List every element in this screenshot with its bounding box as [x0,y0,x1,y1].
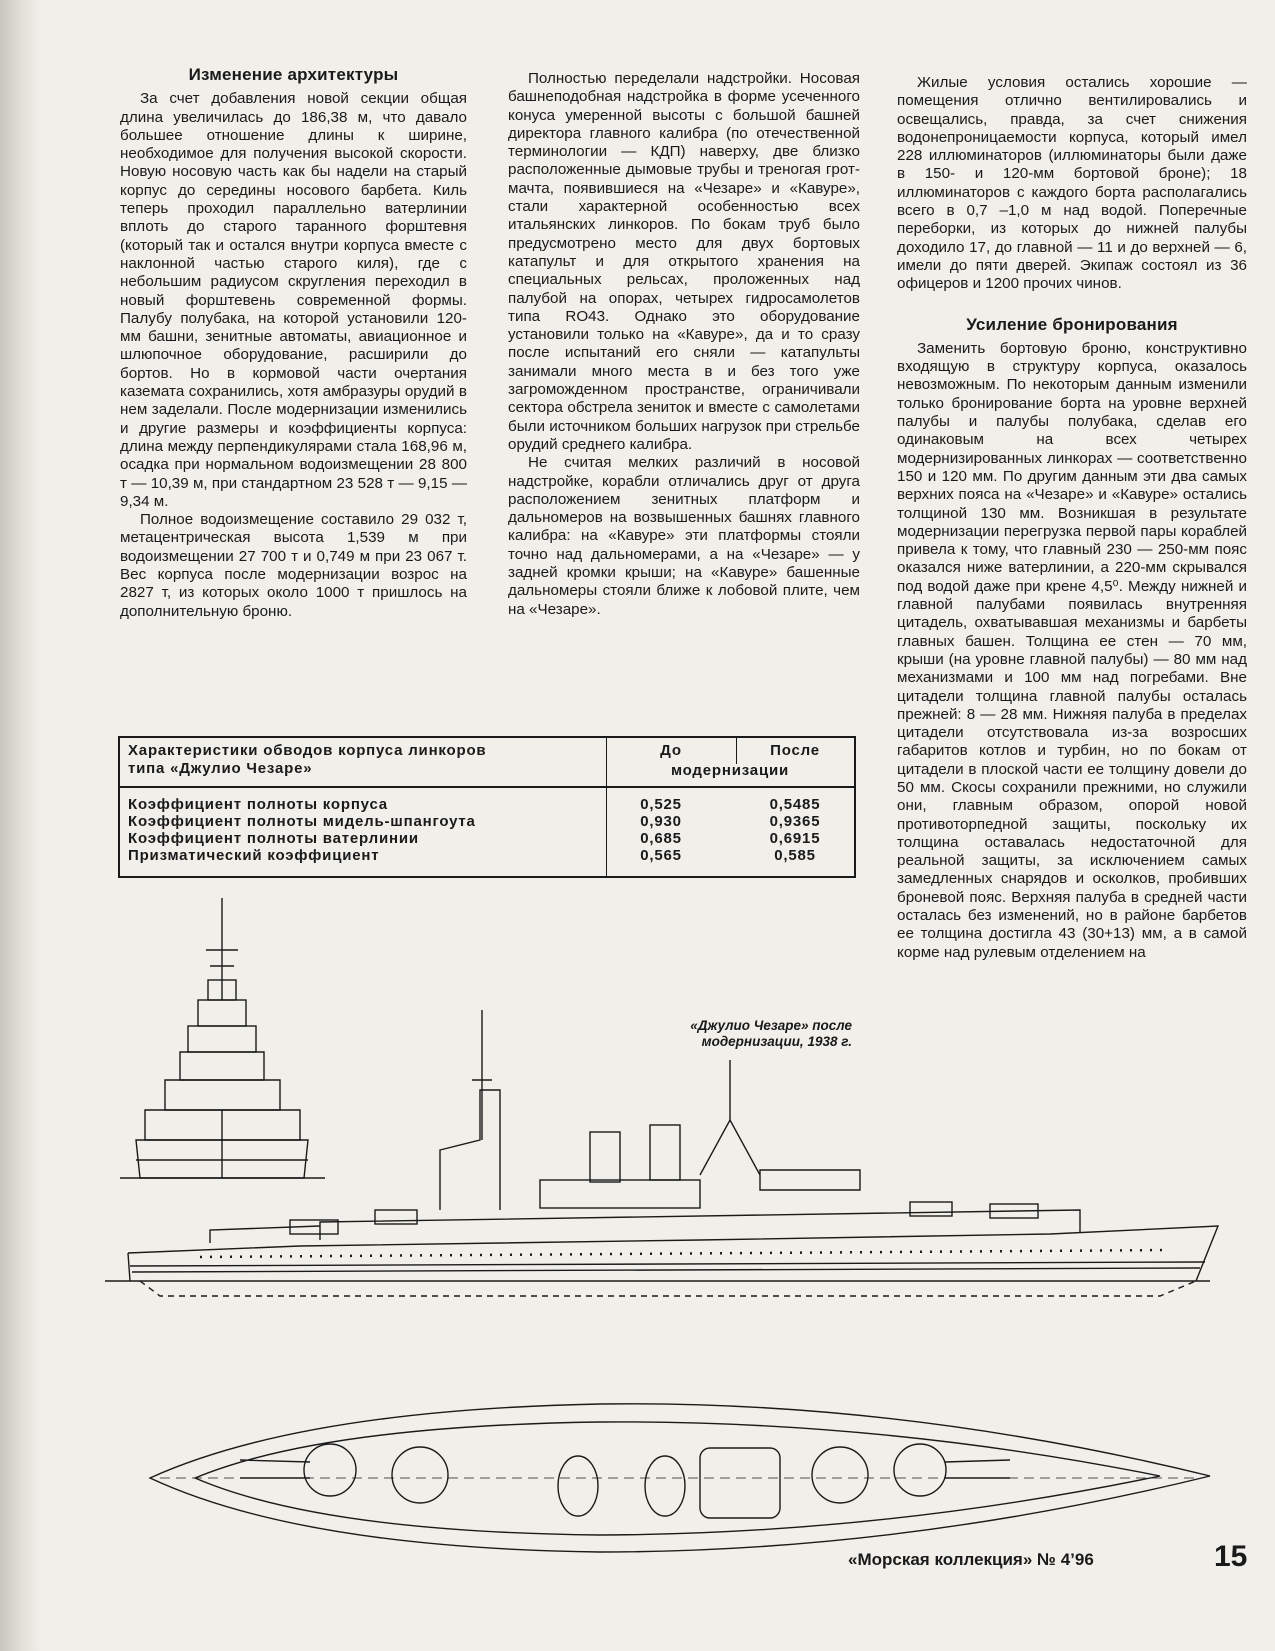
paragraph: Жилые условия остались хорошие — помещения отлично вентилировались и освещались, правда, за счет снижения водонепроницаемости корпуса, который имел 228 иллюминаторов (иллюминаторы были даже в 150- и 120-мм бортовой броне); 18 иллюминаторов с каждого борта располагались всего в 0,7 –1,0 м над водой. Поперечные переборки, из которых до нижней палубы доходило 17, до главной — 11 и до верхней — 6, имели до пяти дверей. Экипаж состоял из 36 офицеров и 1200 прочих чинов. [897,74,1247,293]
section-heading-armor: Усиление бронирования [966,314,1178,334]
paragraph: Полностью переделали надстройки. Носовая башнеподобная надстройка в форме усеченного конуса умеренной высоты с большой башней директора главного калибра (по отечественной терминологии — КДП) наверху, две близко расположенные дымовые трубы и треногая грот-мачта, появившиеся на «Чезаре» и «Кавуре», стали характерной особенностью всех итальянских линкоров. По бокам труб было предусмотрено место для двух бортовых катапульт и для открытого хранения на специальных рельсах, проложенных над палубой на опорах, четырех гидросамолетов типа RO43. Однако это оборудование установили только на «Кавуре», да и то сразу после испытаний его сняли — катапульты занимали много места в и без того уже загроможденном пространстве, ограничивали сектора обстрела зениток и вместе с самолетами были источником больших нагрузок при стрельбе орудий среднего калибра. [508,70,860,453]
table-cell: Коэффициент полноты мидель-шпангоута [128,813,476,830]
paragraph: Не считая мелких различий в носовой надстройке, корабли отличались друг от друга расположением зенитных платформ и дальномеров на возвышенных башнях главного калибра: на «Кавуре» эти платформы стояли точно над дальномерами, а на «Чезаре» — у задней кромки крыши; на «Кавуре» башенные дальномеры стояли ближе к лобовой плите, чем на «Чезаре». [508,454,860,618]
paragraph: Заменить бортовую броню, конструктивно входящую в структуру корпуса, оказалось невозможным. По некоторым данным изменили только бронирование борта на уровне верхней палубы и палубы полубака, сделав его одинаковым на всех четырех модернизированных линкорах — соответственно 150 и 120 мм. По другим данным эти два самых верхних пояса на «Чезаре» и «Кавуре» остались толщиной 130 мм. Возникшая в результате модернизации перегрузка первой пары кораблей привела к тому, что главный 230 — 250-мм пояс оказался ниже ватерлинии, а 220-мм скрывался под водой даже при крене 4,5⁰. Между нижней и главной палубами появилась внутренняя цитадель, охватывавшая механизмы и барбеты главных башен. Толщина ее стен — 70 мм, крыши (на уровне главной палубы) — 80 мм над механизмами и 100 мм над погребами. Вне цитадели толщина главной палубы осталась прежней: 8 — 28 мм. Нижняя палуба в пределах цитадели отсутствовала из-за возросших габаритов котлов и турбин, но по бокам от цитадели в плоской части ее толщину довели до 50 мм. Скосы сохранили прежними, но служили они, главным образом, опорой новой противоторпедной защиты, поскольку их толщина оставалась недостаточной для реальной защиты, за исключением самых замедленных снарядов и осколков, пробивших броневой пояс. Верхняя палуба в средней части осталась без изменений, но в районе барбетов ее толщина достигла 43 (30+13) мм, а в самой корме над рулевым отделением на [897,339,1247,961]
table-caption: Характеристики обводов корпуса линкоров типа «Джулио Чезаре» [128,742,487,777]
table-cell: 0,930 [640,813,682,830]
table-header-modernization: модернизации [670,762,790,779]
table-header-after: После [770,742,820,759]
page-number: 15 [1214,1540,1248,1573]
paragraph: Полное водоизмещение составило 29 032 т, метацентрическая высота 1,539 м при водоизмещении 27 700 т и 0,749 м при 23 067 т. Вес корпуса после модернизации возрос на 2827 т, из которых около 1000 т пришлось на дополнительную броню. [120,511,467,620]
paragraph: За счет добавления новой секции общая длина увеличилась до 186,38 м, что давало большее отношение длины к ширине, необходимое для получения высокой скорости. Новую носовую часть как бы надели на старый корпус до середины носового барбета. Киль теперь проходил параллельно ватерлинии вплоть до старого таранного форштевня (который так и остался внутри корпуса вместе с наклонной частью старого киля), где с небольшим радиусом скругления переходил в новый форштевень современной формы. Палубу полубака, на которой установили 120-мм башни, зенитные автоматы, авиационное и шлюпочное оборудование, расширили до бортов. Но в кормовой части очертания каземата сохранились, хотя амбразуры орудий в нем заделали. После модернизации изменились и другие размеры и коэффициенты корпуса: длина между перпендикулярами стала 168,96 м, осадка при нормальном водоизмещении 28 800 т — 10,39 м, при стандартном 23 528 т — 9,15 — 9,34 м. [120,90,467,510]
footer-magazine-title: «Морская коллекция» № 4’96 [848,1550,1094,1569]
table-cell: 0,525 [640,796,682,813]
table-cell: 0,685 [640,830,682,847]
bow-view-drawing [120,898,325,1178]
table-cell: 0,9365 [769,813,821,830]
table-cell: 0,585 [774,847,816,864]
section-heading-architecture: Изменение архитектуры [188,65,399,84]
figure-caption: «Джулио Чезаре» после модернизации, 1938 г. [690,1018,852,1049]
side-profile-drawing [105,1010,1218,1296]
table-cell: Коэффициент полноты корпуса [128,796,388,813]
table-cell: 0,6915 [769,830,821,847]
table-cell: 0,5485 [769,796,821,813]
plan-view-drawing [150,1404,1210,1552]
table-cell: 0,565 [640,847,682,864]
table-cell: Призматический коэффициент [128,847,380,864]
table-header-before: До [660,742,682,759]
table-cell: Коэффициент полноты ватерлинии [128,830,419,847]
